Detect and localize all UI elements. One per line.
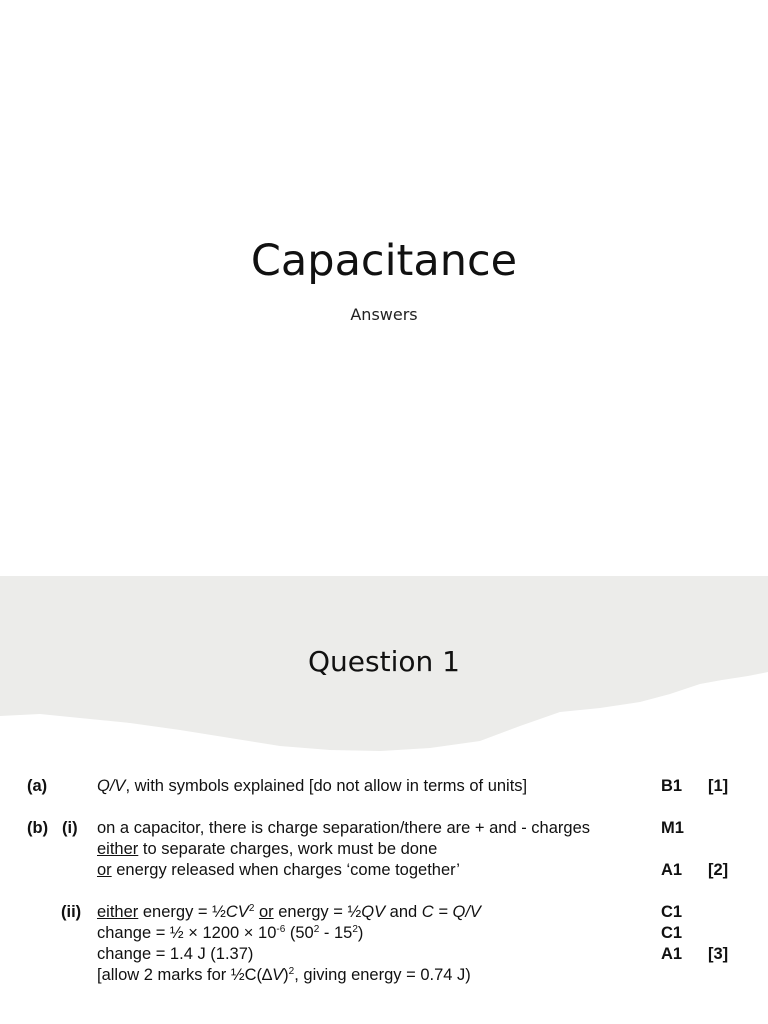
and-text: and [385,903,422,921]
energy-eq1: energy = ½ [138,903,226,921]
part-a-total: [1] [708,777,729,795]
part-bii-mark3: A1 [661,945,683,963]
part-bi-line1: on a capacitor, there is charge separation/there are + and - charges [97,819,591,837]
part-bi-total: [2] [708,861,729,879]
part-bii-line2 [97,923,363,944]
or-word: or [97,861,112,879]
part-bi-line2-text: to separate charges, work must be done [138,840,438,858]
change-eq: change = ½ × 1200 × 10 [97,924,277,942]
part-a-answer [97,776,527,797]
paren: ) [283,966,289,984]
qv-text: Q/V [97,777,126,795]
qv-text: QV [361,903,386,921]
part-bi-mark1: M1 [661,819,684,837]
allow-text: [allow 2 marks for ½C(∆ [97,966,273,984]
sup: -6 [276,924,286,935]
part-a-label: (a) [27,777,48,795]
part-bi-line3 [97,860,460,881]
cv-text: CV [225,903,249,921]
part-bi-mark2: A1 [661,861,683,879]
part-bii-total: [3] [708,945,729,963]
either-word: either [97,903,139,921]
part-a-text: , with symbols explained [do not allow in terms of units] [125,777,528,795]
change-eq-c: - 15 [319,924,353,942]
giving-text: , giving energy = 0.74 J) [294,966,471,984]
or-word: or [258,903,274,921]
change-eq-d: ) [357,924,364,942]
energy-eq2: energy = ½ [273,903,362,921]
part-bii-line3: change = 1.4 J (1.37) [97,945,254,963]
question-heading: Question 1 [308,645,460,678]
page-title: Capacitance [250,236,518,286]
change-eq-b: (50 [285,924,314,942]
part-bii-mark1: C1 [661,903,683,921]
part-b-label: (b) [27,819,49,837]
part-bii-label: (ii) [61,903,82,921]
part-bii-line4 [97,965,471,986]
either-word: either [97,840,139,858]
part-bii-line1 [97,902,481,923]
sup: 2 [313,924,320,935]
page-subtitle: Answers [350,305,418,324]
part-a-mark: B1 [661,777,683,795]
part-bi-line3-text: energy released when charges ‘come together’ [111,861,460,879]
v-text: V [272,966,284,984]
sup: 2 [288,966,295,977]
part-bii-mark2: C1 [661,924,683,942]
sup: 2 [248,903,255,914]
part-bi-label: (i) [62,819,78,837]
c-eq: C = Q/V [421,903,481,921]
part-bi-line2 [97,839,437,860]
sup: 2 [352,924,358,935]
